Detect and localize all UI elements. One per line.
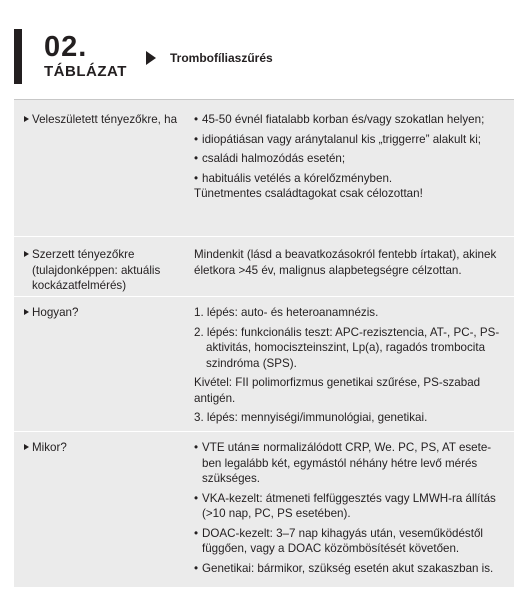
list-item: • 45-50 évnél fiatalabb korban és/vagy szokatlan helyen; — [194, 112, 506, 128]
list-item: • DOAC-kezelt: 3–7 nap kihagyás után, veseműködéstől függően, vagy a DOAC közömbösítését követően. — [194, 526, 506, 557]
table-row — [14, 100, 514, 236]
triangle-bullet-icon — [24, 251, 29, 257]
row-label-text: Hogyan? — [32, 306, 79, 319]
list-item: • VKA-kezelt: átmeneti felfüggesztés vagy LMWH-ra állítás (>10 nap, PC, PS esetében). — [194, 491, 506, 522]
triangle-arrow-icon — [146, 51, 156, 65]
row-label — [24, 112, 194, 128]
step-item: 2. lépés: funkcionális teszt: APC-rezisztencia, AT-, PC-, PS-aktivitás, homociszteinszint, Lp(a), ragadós trombocita szindróma (SPS). — [194, 325, 500, 370]
table-label: TÁBLÁZAT — [44, 63, 127, 80]
table-row — [14, 296, 514, 432]
triangle-bullet-icon — [24, 116, 29, 122]
list-item: • habituális vetélés a kórelőzményben. — [194, 171, 506, 187]
list-item: • családi halmozódás esetén; — [194, 151, 506, 167]
list-item: • VTE után≅ normalizálódott CRP, We. PC, PS, AT esete-ben legalább két, egymástól néhány hétre levő mérés szükséges. — [194, 440, 506, 487]
row-content — [194, 440, 506, 580]
exception-text: Kivétel: FII polimorfizmus genetikai szűrése, PS-szabad antigén. — [194, 376, 481, 405]
row-content — [194, 112, 506, 202]
row-label — [24, 440, 194, 456]
table-number: 02. — [44, 31, 88, 63]
triangle-bullet-icon — [24, 309, 29, 315]
table-title: Trombofíliaszűrés — [170, 51, 273, 65]
screening-table — [14, 99, 514, 587]
triangle-bullet-icon — [24, 444, 29, 450]
step-item: 1. lépés: auto- és heteroanamnézis. — [194, 306, 379, 319]
row-content — [194, 305, 506, 426]
row-text: Mindenkit (lásd a beavatkozásokról fentebb írtakat), akinek életkora >45 év, malignus alapbetegségre célzottan. — [194, 248, 497, 277]
list-item: • idiopátiásan vagy aránytalanul kis „triggerre” alakult ki; — [194, 132, 506, 148]
table-row — [14, 236, 514, 297]
row-label — [24, 305, 194, 321]
header-accent-bar — [14, 29, 22, 84]
row-label-text: Veleszületett tényezőkre, ha — [32, 113, 178, 126]
table-row — [14, 431, 514, 588]
row-label-text: Szerzett tényezőkre (tulajdonképpen: aktuális kockázatfelmérés) — [32, 248, 161, 292]
step-item: 3. lépés: mennyiségi/immunológiai, genetikai. — [194, 411, 428, 424]
list-item: • Genetikai: bármikor, szükség esetén akut szakaszban is. — [194, 561, 506, 577]
row-label — [24, 247, 194, 294]
row-content — [194, 247, 506, 278]
row-note: Tünetmentes családtagokat csak célozottan! — [194, 187, 423, 200]
row-label-text: Mikor? — [32, 441, 67, 454]
